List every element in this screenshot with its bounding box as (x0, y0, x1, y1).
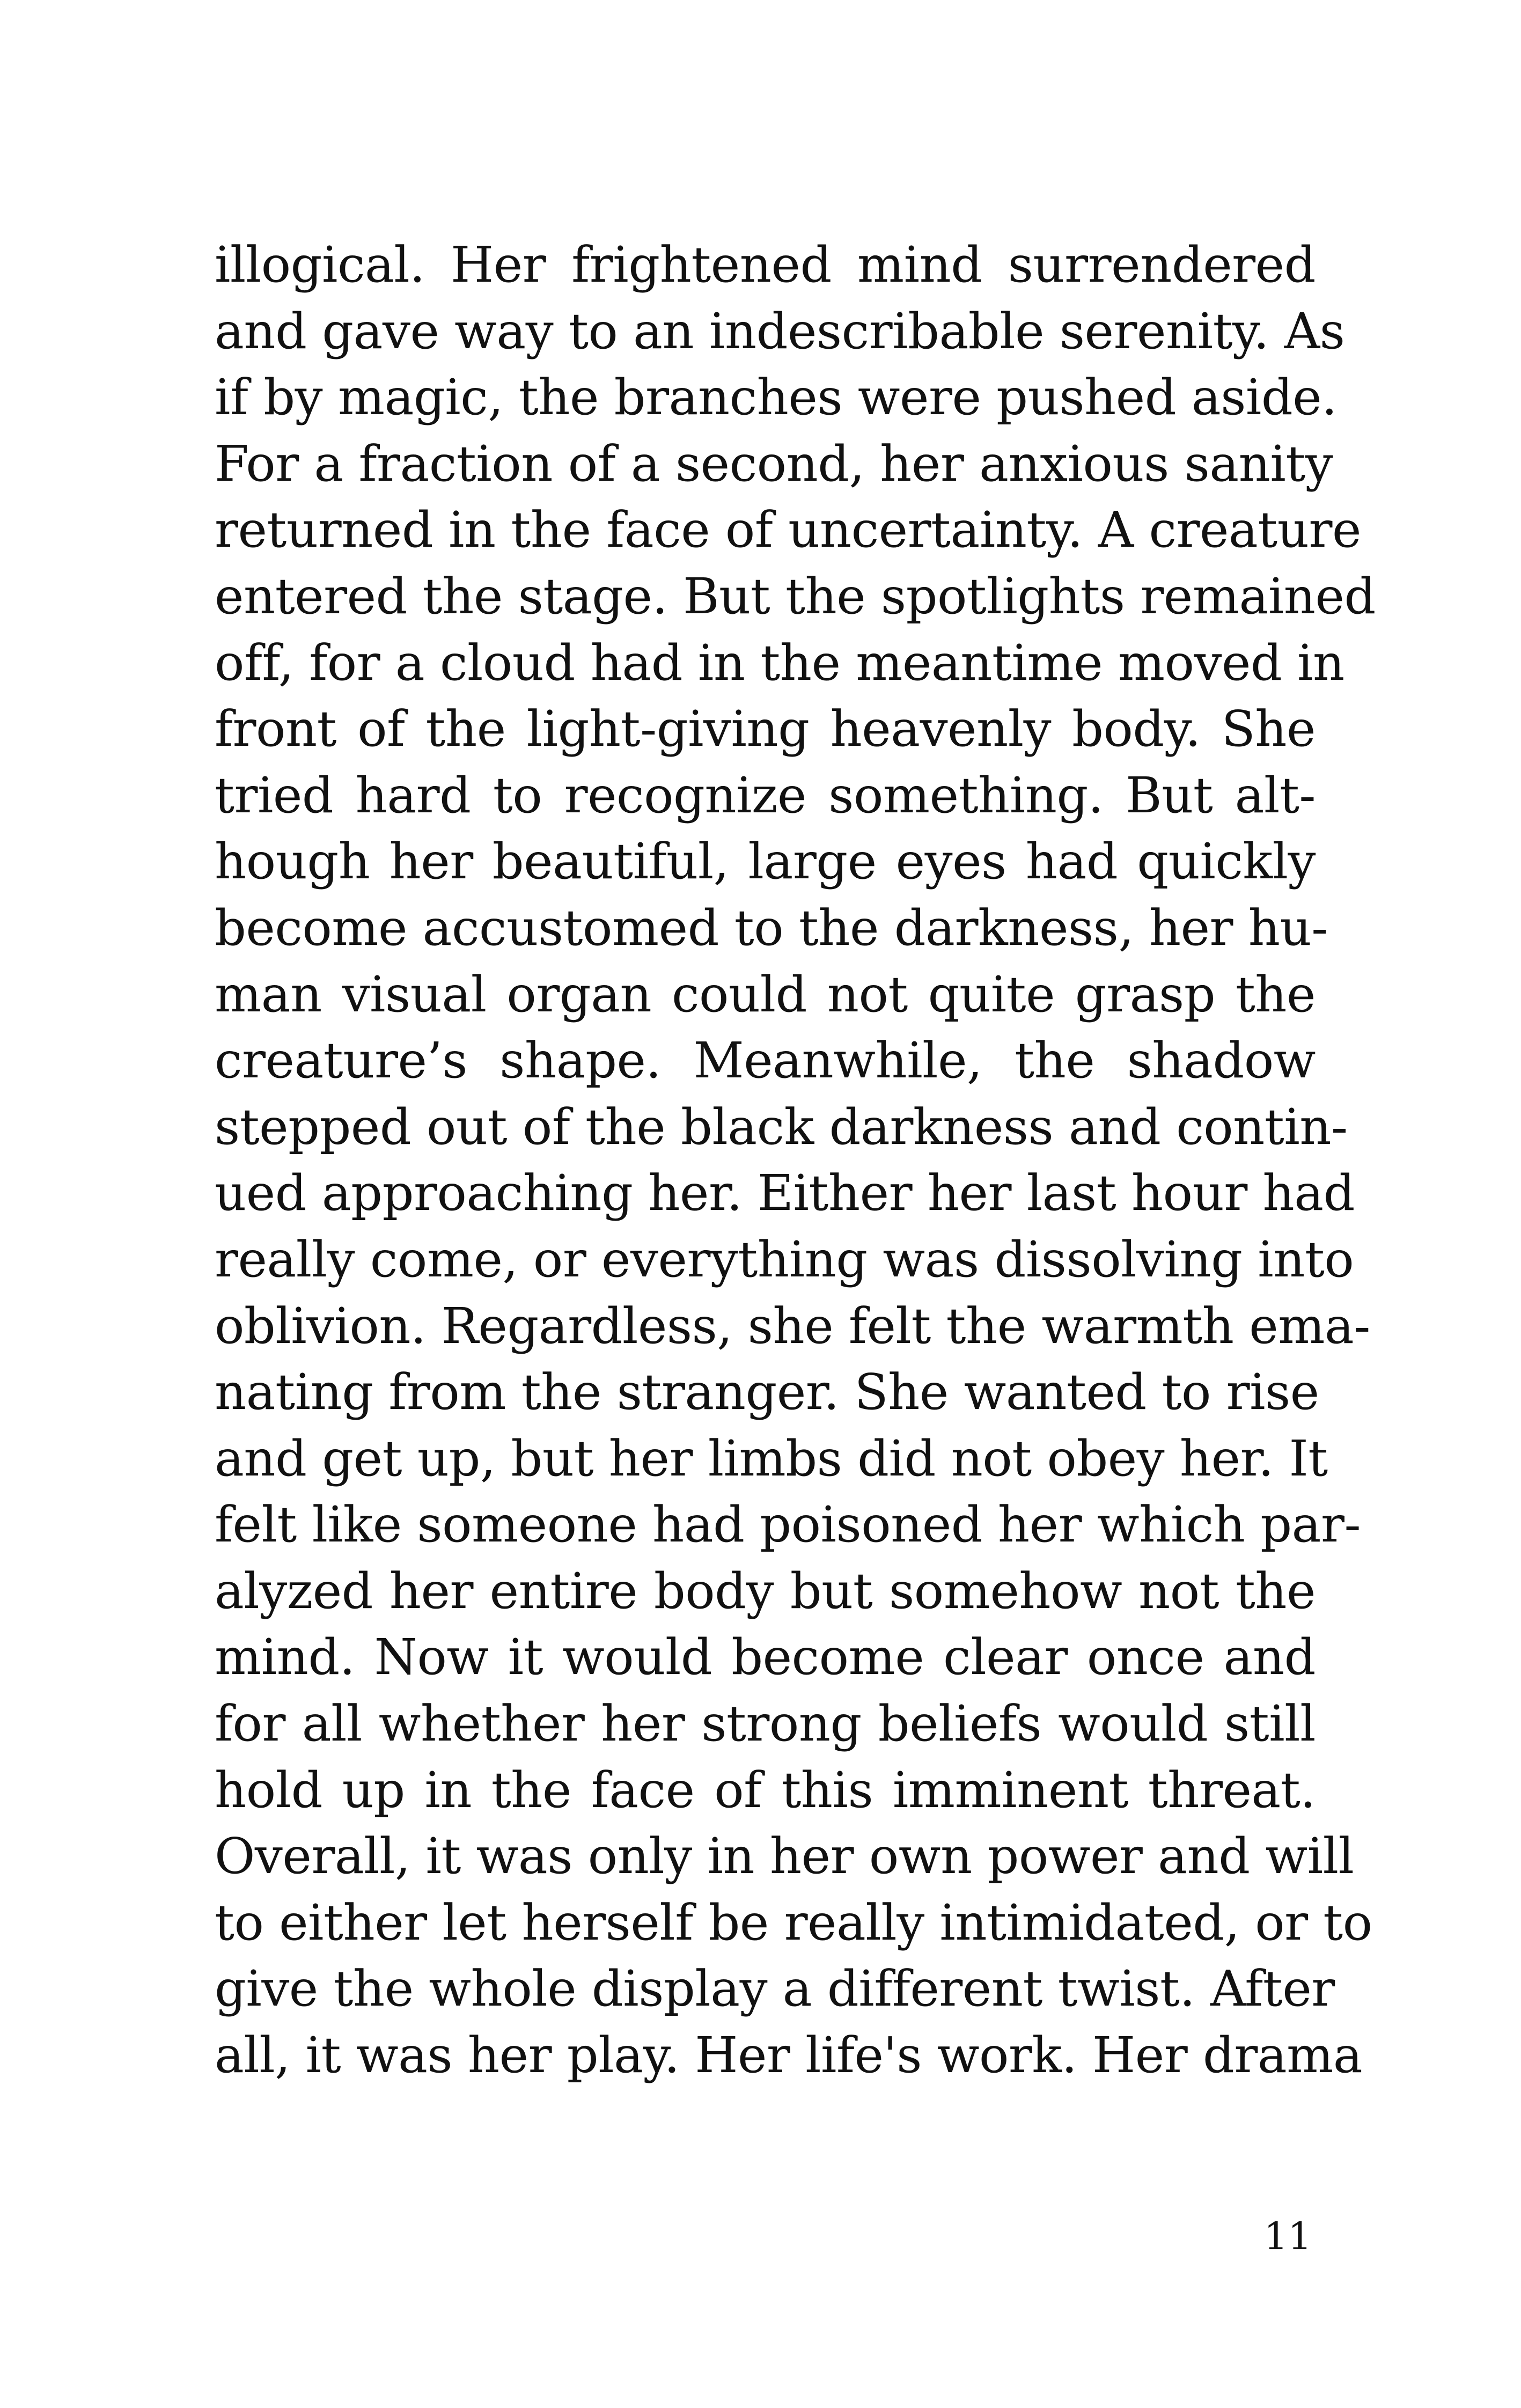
text-line: front of the light-giving heavenly body. She (215, 700, 1316, 758)
text-line: Overall, it was only in her own power and will (215, 1827, 1354, 1885)
text-line: become accustomed to the darkness, her hu- (215, 899, 1328, 957)
text-line: entered the stage. But the spotlights remained (215, 567, 1376, 625)
body-text (215, 232, 1376, 2089)
text-line: give the whole display a different twist. After (215, 1960, 1335, 2018)
text-line: ued approaching her. Either her last hour had (215, 1164, 1355, 1222)
text-line: alyzed her entire body but somehow not the (215, 1562, 1316, 1620)
text-line: man visual organ could not quite grasp the (215, 965, 1316, 1023)
text-line: felt like someone had poisoned her which par- (215, 1496, 1361, 1554)
text-line: for all whether her strong beliefs would still (215, 1695, 1316, 1753)
text-line: and gave way to an indescribable serenity. As (215, 302, 1345, 360)
text-line: illogical. Her frightened mind surrendered (215, 236, 1316, 293)
text-line: oblivion. Regardless, she felt the warmth ema- (215, 1297, 1370, 1355)
text-line: tried hard to recognize something. But alt- (215, 766, 1316, 824)
text-line: For a fraction of a second, her anxious sanity (215, 435, 1333, 493)
text-line: mind. Now it would become clear once and (215, 1628, 1316, 1686)
text-line: if by magic, the branches were pushed aside. (215, 369, 1337, 427)
text-line: hold up in the face of this imminent threat. (215, 1761, 1316, 1819)
page-number: 11 (1263, 2214, 1312, 2258)
text-line: to either let herself be really intimidated, or to (215, 1893, 1372, 1951)
text-line: stepped out of the black darkness and contin- (215, 1098, 1348, 1156)
text-line: returned in the face of uncertainty. A creature (215, 501, 1361, 559)
text-line: all, it was her play. Her life's work. Her drama (215, 2027, 1363, 2084)
text-line: nating from the stranger. She wanted to rise (215, 1363, 1319, 1421)
text-line: hough her beautiful, large eyes had quickly (215, 833, 1316, 891)
text-line: and get up, but her limbs did not obey her. It (215, 1429, 1328, 1487)
text-line: really come, or everything was dissolving into (215, 1230, 1354, 1288)
text-line: creature’s shape. Meanwhile, the shadow (215, 1032, 1316, 1090)
text-line: off, for a cloud had in the meantime moved in (215, 634, 1344, 692)
